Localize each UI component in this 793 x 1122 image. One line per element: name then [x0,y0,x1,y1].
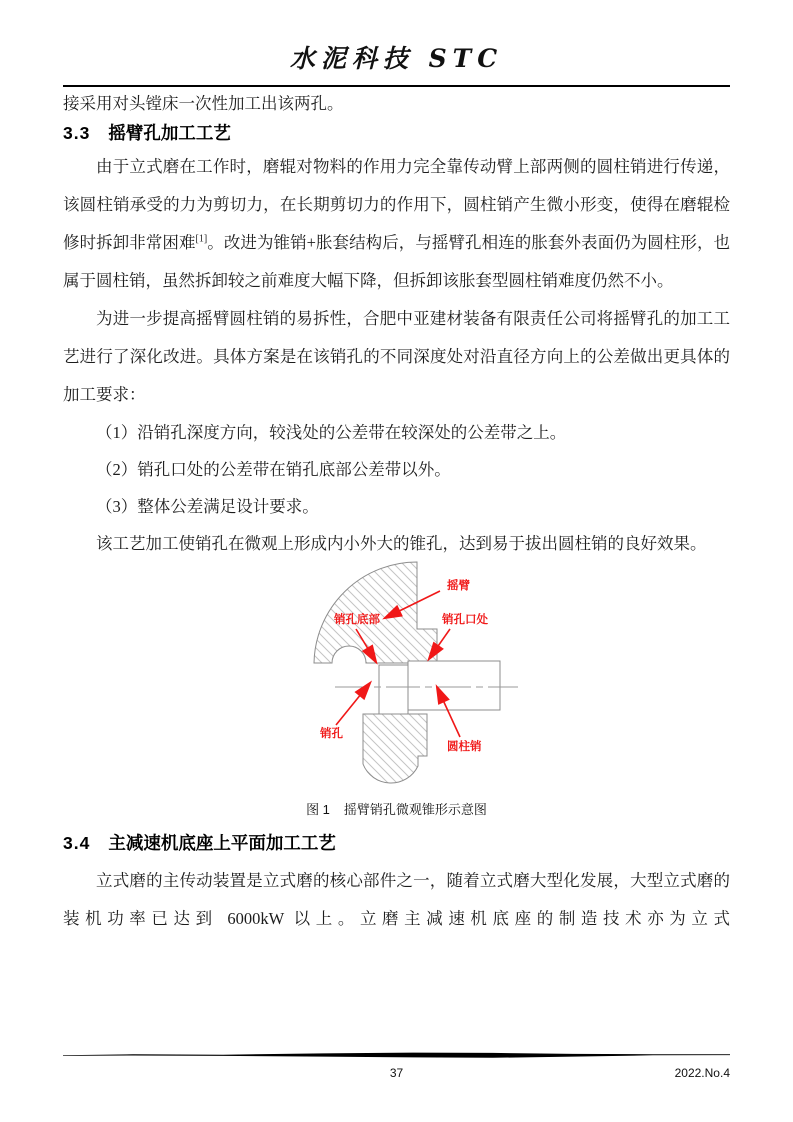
figure-1-caption [63,800,730,820]
section-title: 主减速机底座上平面加工工艺 [108,833,336,853]
paragraph-1-text-b: 。改进为锥销+胀套结构后，与摇臂孔相连的胀套外表面仍为圆柱形，也属于圆柱销，虽然拆卸较之前难度大幅下降，但拆卸该胀套型圆柱销难度仍然不小。 [63,233,731,290]
page-number: 37 [389,1066,404,1080]
figure-caption-number: 图 1 [306,802,330,817]
journal-title: 水泥科技 STC [289,44,504,73]
issue-label: 2022.No.4 [674,1066,730,1080]
section-number: 3.4 [63,833,91,853]
paragraph-1 [63,148,730,300]
figure-1-canvas [290,559,530,793]
paragraph-3: 该工艺加工使销孔在微观上形成内小外大的锥孔，达到易于拔出圆柱销的良好效果。 [96,534,707,553]
paragraph-intro: 接采用对头镗床一次性加工出该两孔。 [63,94,344,113]
section-title: 摇臂孔加工工艺 [108,123,231,143]
label-hole-bottom: 销孔底部 [333,614,380,626]
list-item-2: （2）销孔口处的公差带在销孔底部公差带以外。 [96,460,451,479]
paragraph-2: 为进一步提高摇臂圆柱销的易拆性，合肥中亚建材装备有限责任公司将摇臂孔的加工工艺进行了深化改进。具体方案是在该销孔的不同深度处对沿直径方向上的公差做出更具体的加工要求： [63,309,730,404]
section-number: 3.3 [63,123,91,143]
section-heading-3-3 [63,118,730,148]
label-pin-hole: 销孔 [319,728,343,740]
cylindrical-pin-rect [408,661,500,710]
footer-rule [63,1052,730,1059]
lower-block-section [363,714,427,783]
figure-1 [63,559,730,798]
footer-meta [63,1066,730,1086]
citation-ref-1: [1] [195,233,208,245]
figure-caption-text: 摇臂销孔微观锥形示意图 [343,802,487,817]
paragraph-1-text-a: 由于立式磨在工作时，磨辊对物料的作用力完全靠传动臂上部两侧的圆柱销进行传递，该圆柱销承受的力为剪切力，在长期剪切力的作用下，圆柱销产生微小形变，使得在磨辊检修时拆卸非常困难 [63,157,730,252]
rocker-arm-section [314,562,437,663]
paragraph-4: 立式磨的主传动装置是立式磨的核心部件之一，随着立式磨大型化发展，大型立式磨的装机功率已达到 6000kW 以上。立磨主减速机底座的制造技术亦为立式 [63,871,730,928]
pin-hole-rect [379,665,408,714]
label-cylindrical-pin: 圆柱销 [446,741,481,753]
label-rocker-arm: 摇臂 [446,580,470,592]
section-heading-3-4 [63,828,730,858]
header-rule [63,85,730,87]
page-footer [63,1046,730,1086]
list-item-1: （1）沿销孔深度方向，较浅处的公差带在较深处的公差带之上。 [96,423,567,442]
label-hole-mouth: 销孔口处 [441,614,488,626]
list-item-3: （3）整体公差满足设计要求。 [96,497,319,516]
